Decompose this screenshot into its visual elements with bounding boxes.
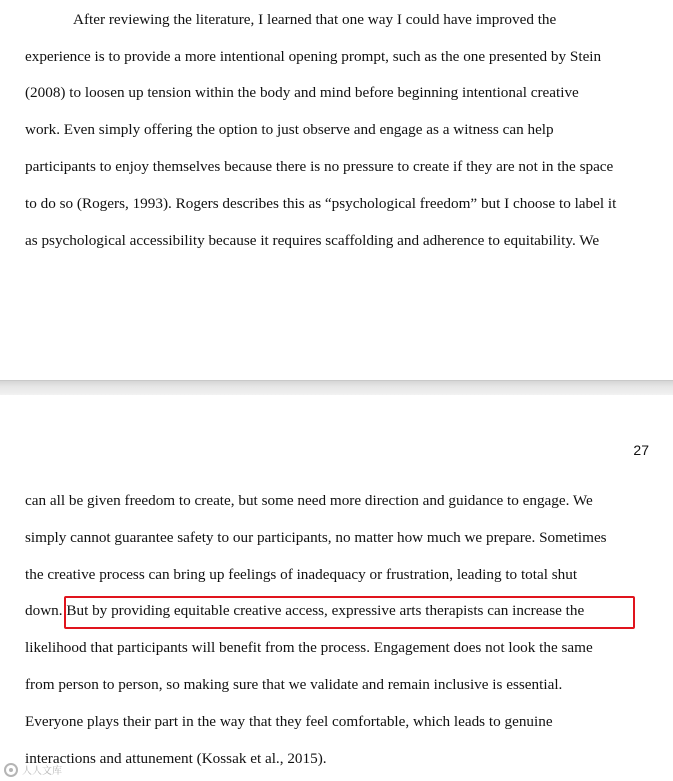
paragraph-line: (2008) to loosen up tension within the body and mind before beginning intentional creative: [25, 84, 579, 101]
page-separator: [0, 380, 673, 396]
paragraph-line: likelihood that participants will benefit from the process. Engagement does not look the same: [25, 639, 593, 656]
paragraph-line: as psychological accessibility because it requires scaffolding and adherence to equitability. We: [25, 232, 600, 249]
paragraph-line: can all be given freedom to create, but some need more direction and guidance to engage. We: [25, 492, 593, 509]
paragraph-line: work. Even simply offering the option to just observe and engage as a witness can help: [25, 121, 554, 138]
watermark-text: 人人文库: [22, 766, 62, 777]
paragraph-line: experience is to provide a more intentional opening prompt, such as the one presented by Stein: [25, 48, 602, 65]
paragraph-line: After reviewing the literature, I learned that one way I could have improved the: [73, 11, 557, 28]
paragraph-line: to do so (Rogers, 1993). Rogers describes this as “psychological freedom” but I choose to label it: [25, 195, 617, 212]
paragraph-line: down. But by providing equitable creative access, expressive arts therapists can increase the: [25, 602, 585, 619]
document-page-lower: [0, 395, 673, 781]
highlight-box: [64, 596, 635, 629]
paragraph-line: Everyone plays their part in the way that they feel comfortable, which leads to genuine: [25, 713, 553, 730]
paragraph-line: participants to enjoy themselves because there is no pressure to create if they are not in the space: [25, 158, 614, 175]
paragraph-line: the creative process can bring up feelings of inadequacy or frustration, leading to total shut: [25, 566, 578, 583]
paragraph-line: interactions and attunement (Kossak et al., 2015).: [25, 750, 327, 767]
paragraph-line: simply cannot guarantee safety to our participants, no matter how much we prepare. Sometimes: [25, 529, 607, 546]
watermark-logo-icon: [4, 763, 18, 777]
watermark: [4, 762, 62, 777]
page-number: 27: [633, 442, 649, 458]
paragraph-line: from person to person, so making sure that we validate and remain inclusive is essential.: [25, 676, 563, 693]
document-page-upper: [0, 0, 673, 380]
